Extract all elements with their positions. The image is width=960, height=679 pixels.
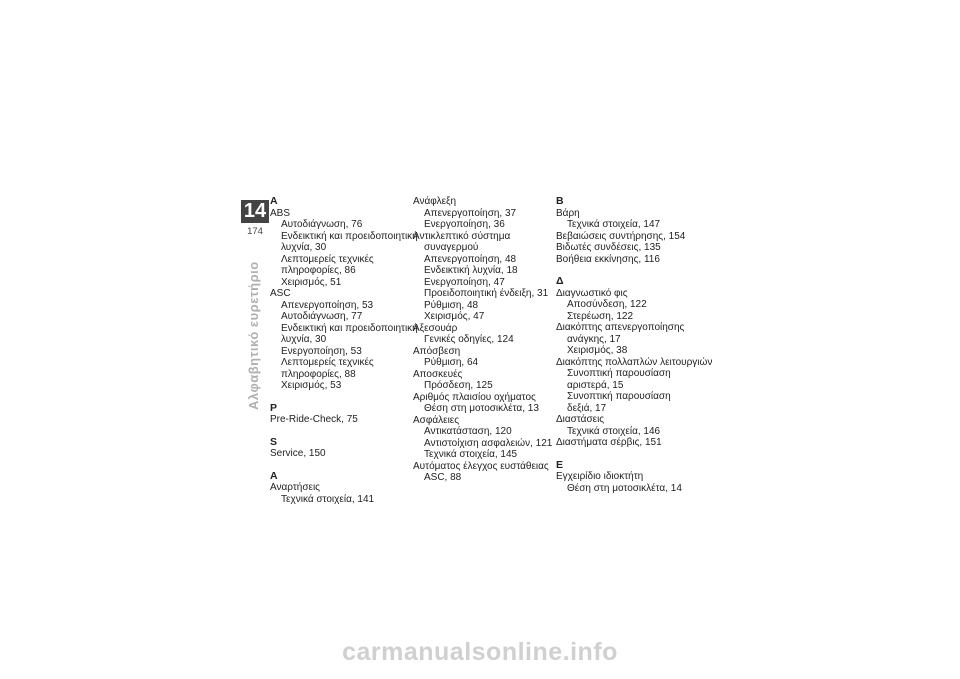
index-subentry: Απενεργοποίηση, 37 [424,207,517,219]
section-letter: Δ [556,275,564,287]
index-subentry: Ενδεικτική λυχνία, 18 [424,265,518,276]
section-letter: P [270,401,278,414]
index-subentry: Ενεργοποίηση, 53 [281,345,362,357]
index-subentry: Ρύθμιση, 64 [424,357,479,368]
index-subentry: Θέση στη μοτοσικλέτα, 13 [424,403,539,414]
index-subentry: Χειρισμός, 47 [424,311,485,322]
index-entry: Εγχειρίδιο ιδιοκτήτη [556,471,644,482]
index-entry: Διαστήματα σέρβις, 151 [556,437,662,448]
index-subentry: Αντικατάσταση, 120 [424,426,512,437]
index-subentry: Τεχνικά στοιχεία, 146 [567,425,661,437]
index-entry: Αριθμός πλαισίου οχήματος [413,391,536,403]
index-subentry: Απενεργοποίηση, 53 [281,299,374,311]
index-subentry: Προειδοποιητική ένδειξη, 31 [424,288,549,299]
index-entry: ASC [270,288,291,299]
section-letter: Ε [556,458,564,471]
index-entry: Pre-Ride-Check, 75 [270,414,358,425]
index-entry: Αναρτήσεις [270,482,320,493]
index-subentry: Στερέωση, 122 [567,310,634,322]
index-entry: Αντικλεπτικό σύστημα [413,230,511,242]
index-subentry: Γενικές οδηγίες, 124 [424,334,514,345]
index-entry: Βάρη [556,207,580,219]
index-subentry: δεξιά, 17 [567,402,607,414]
index-subentry: Πρόσδεση, 125 [424,380,493,391]
index-entry: Βεβαιώσεις συντήρησης, 154 [556,230,686,242]
section-letter: A [270,195,278,207]
index-entry: Ανάφλεξη [413,196,457,207]
index-subentry: Αυτοδιάγνωση, 77 [281,311,363,322]
index-subentry: Συνοπτική παρουσίαση [567,391,671,402]
index-entry: ABS [270,207,291,219]
index-column-1 [270,196,420,505]
index-subentry: Χειρισμός, 51 [281,276,342,288]
index-column-2 [413,196,563,484]
section-letter: Α [270,469,278,482]
index-subentry: Απενεργοποίηση, 48 [424,253,517,265]
index-entry: Διαστάσεις [556,414,605,425]
index-subentry: συναγερμού [424,242,479,253]
index-entry: Αυτόματος έλεγχος ευστάθειας [413,460,549,472]
index-subentry: Αυτοδιάγνωση, 76 [281,219,363,230]
side-title: Αλφαβητικό ευρετήριο [246,261,261,410]
index-subentry: Τεχνικά στοιχεία, 141 [281,493,375,505]
index-entry: Διακόπτης απενεργοποίησης [556,322,685,333]
page-number: 174 [247,226,263,237]
index-subentry: αριστερά, 15 [567,379,624,391]
index-subentry: Χειρισμός, 38 [567,345,628,356]
index-subentry: Θέση στη μοτοσικλέτα, 14 [567,482,682,494]
index-entry: Απόσβεση [413,345,461,357]
index-entry: Ασφάλειες [413,414,460,426]
index-subentry: ASC, 88 [424,472,462,483]
watermark: carmanualsonline.info [342,638,618,666]
index-subentry: Ενεργοποίηση, 47 [424,276,505,288]
index-subentry: Ενδεικτική και προειδοποιητική λυχνία, 30 [281,322,418,345]
index-subentry: Ενδεικτική και προειδοποιητική λυχνία, 30 [281,230,418,253]
section-letter: S [270,435,278,448]
index-subentry: Ρύθμιση, 48 [424,299,479,311]
section-letter: Β [556,195,564,207]
index-subentry: Λεπτομερείς τεχνικές πληροφορίες, 86 [281,253,374,276]
index-subentry: Χειρισμός, 53 [281,380,342,391]
index-entry: Βοήθεια εκκίνησης, 116 [556,253,660,265]
index-subentry: ανάγκης, 17 [567,333,621,345]
index-column-3 [556,195,713,494]
index-entry: Αξεσουάρ [413,322,458,334]
index-subentry: Αποσύνδεση, 122 [567,299,647,310]
index-subentry: Τεχνικά στοιχεία, 147 [567,219,661,230]
index-entry: Service, 150 [270,448,326,459]
chapter-number: 14 [241,200,269,223]
index-entry: Διαγνωστικό φις [556,287,628,299]
index-entry: Βιδωτές συνδέσεις, 135 [556,242,661,253]
index-subentry: Ενεργοποίηση, 36 [424,219,505,230]
index-subentry: Συνοπτική παρουσίαση [567,368,671,379]
index-subentry: Λεπτομερείς τεχνικές πληροφορίες, 88 [281,357,374,380]
index-subentry: Τεχνικά στοιχεία, 145 [424,449,518,460]
index-subentry: Αντιστοίχιση ασφαλειών, 121 [424,437,553,449]
index-entry: Αποσκευές [413,368,463,380]
index-entry: Διακόπτης πολλαπλών λειτουργιών [556,356,713,368]
